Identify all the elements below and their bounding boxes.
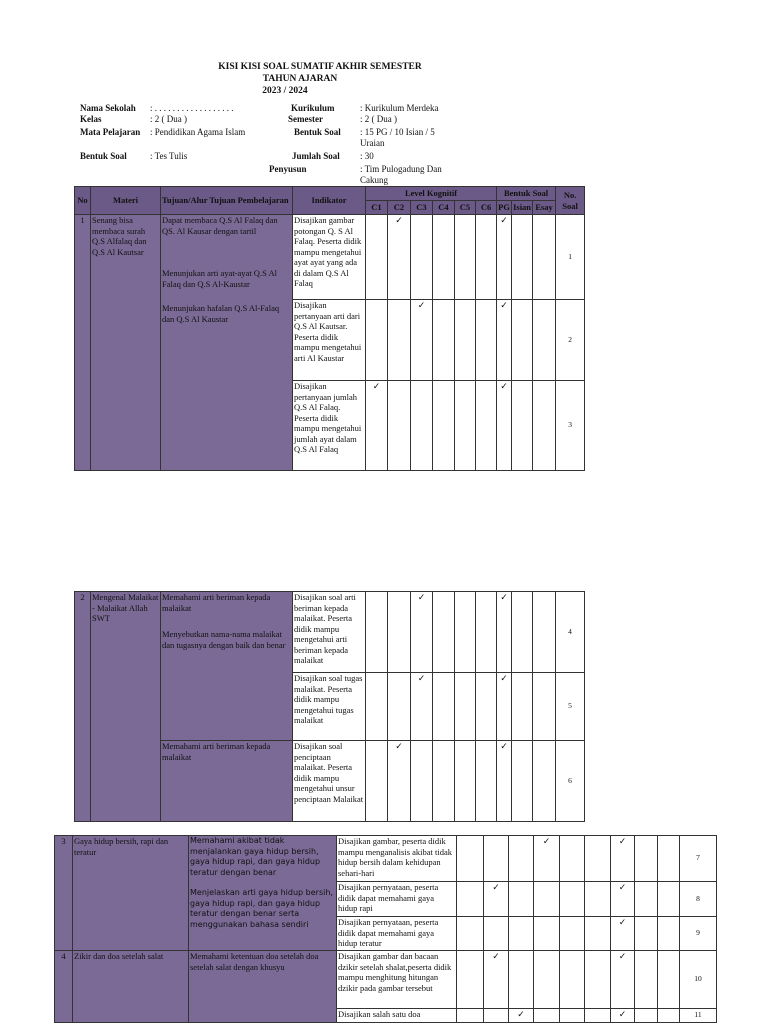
- semester-label: Semester: [288, 114, 323, 124]
- mapel-value: : Pendidikan Agama Islam: [150, 127, 246, 137]
- jumlah-soal-value: : 30: [360, 151, 374, 161]
- check-mark: ✓: [509, 1009, 534, 1023]
- doc-subtitle: TAHUN AJARAN: [262, 74, 338, 84]
- no-soal: 11: [680, 1009, 717, 1023]
- kisi-table-2: [74, 591, 585, 822]
- semester-value: : 2 ( Dua ): [360, 114, 397, 124]
- col-esay: Esay: [533, 201, 556, 215]
- tujuan-item: Memahami akibat tidak menjalankan gaya hidup bersih, gaya hidup rapi, dan gaya hidup teratur dengan benar: [190, 836, 321, 877]
- check-mark: ✓: [534, 836, 560, 882]
- row-materi: Zikir dan doa setelah salat: [73, 951, 189, 1023]
- col-c1: C1: [366, 201, 388, 215]
- col-pg: PG: [497, 201, 512, 215]
- col-c3: C3: [411, 201, 433, 215]
- no-soal: 8: [680, 882, 717, 917]
- check-mark: ✓: [411, 300, 433, 381]
- bentuk-soal-label: Bentuk Soal: [80, 151, 127, 161]
- row-indikator: Disajikan pertanyaan arti dari Q.S Al Kautsar. Peserta didik mampu mengetahui arti Al Kaustar: [293, 300, 366, 381]
- col-level-kognitif: Level Kognitif: [366, 187, 497, 201]
- row-no: 1: [75, 215, 91, 471]
- no-soal: 6: [556, 741, 585, 822]
- check-mark: ✓: [611, 917, 635, 951]
- mapel-label: Mata Pelajaran: [80, 127, 141, 137]
- tujuan-item: Menunjukan arti ayat-ayat Q.S Al Falaq dan Q.S Al-Kaustar: [162, 268, 277, 289]
- check-mark: ✓: [497, 592, 512, 673]
- check-mark: ✓: [497, 673, 512, 741]
- check-mark: ✓: [497, 741, 512, 822]
- penyusun-label: Penyusun: [269, 164, 307, 174]
- check-mark: ✓: [497, 215, 512, 300]
- row-indikator: Disajikan salah satu doa: [337, 1009, 457, 1023]
- col-isian: Isian: [512, 201, 533, 215]
- check-mark: ✓: [366, 381, 388, 471]
- row-materi: Mengenal Malaikat - Malaikat Allah SWT: [91, 592, 161, 822]
- jumlah-soal-label: Jumlah Soal: [292, 151, 340, 161]
- col-materi: Materi: [91, 187, 161, 215]
- check-mark: ✓: [484, 882, 509, 917]
- row-tujuan: Memahami arti beriman kepada malaikat: [161, 741, 293, 822]
- row-no: 4: [55, 951, 73, 1023]
- tujuan-item: Menjelaskan arti gaya hidup bersih, gaya hidup rapi, dan gaya hidup teratur dengan benar serta menggunakan bahasa sendiri: [190, 888, 333, 929]
- kelas-value: : 2 ( Dua ): [150, 114, 187, 124]
- check-mark: ✓: [411, 592, 433, 673]
- col-bentuk-soal: Bentuk Soal: [497, 187, 556, 201]
- penyusun-value2: Cakung: [360, 175, 388, 185]
- row-tujuan: [161, 592, 293, 741]
- row-indikator: Disajikan gambar potongan Q. S Al Falaq. Peserta didik mampu mengetahui ayat ayat yang ada di dalam Q.S Al Falaq: [293, 215, 366, 300]
- tujuan-item: Memahami arti beriman kepada malaikat: [162, 592, 271, 613]
- row-tujuan: [161, 215, 293, 471]
- row-materi: Gaya hidup bersih, rapi dan teratur: [73, 836, 189, 951]
- no-soal: 3: [556, 381, 585, 471]
- check-mark: ✓: [611, 951, 635, 1009]
- kurikulum-value: : Kurikulum Merdeka: [360, 103, 439, 113]
- no-soal: 9: [680, 917, 717, 951]
- row-indikator: Disajikan soal penciptaan malaikat. Peserta didik mampu mengetahui unsur penciptaan Malaikat: [293, 741, 366, 822]
- bentuk-soal2-value2: Uraian: [360, 138, 385, 148]
- row-no: 2: [75, 592, 91, 822]
- bentuk-soal2-label: Bentuk Soal: [294, 127, 341, 137]
- table-row: [55, 951, 717, 1009]
- tujuan-item: Menyebutkan nama-nama malaikat dan tugasnya dengan baik dan benar: [162, 629, 286, 650]
- table-row: [55, 836, 717, 882]
- row-tujuan: Memahami ketentuan doa setelah doa setelah salat dengan khusyu: [189, 951, 337, 1023]
- tujuan-item: Dapat membaca Q.S Al Falaq dan QS. Al Kausar dengan tartil: [162, 215, 278, 236]
- doc-title: KISI KISI SOAL SUMATIF AKHIR SEMESTER: [218, 62, 422, 72]
- doc-year: 2023 / 2024: [262, 86, 308, 96]
- col-indikator: Indikator: [293, 187, 366, 215]
- penyusun-value: : Tim Pulogadung Dan: [360, 164, 442, 174]
- table-row: [75, 215, 585, 300]
- col-tujuan: Tujuan/Alur Tujuan Pembelajaran: [161, 187, 293, 215]
- row-indikator: Disajikan pernyataan, peserta didik dapat memahami gaya hidup rapi: [337, 882, 457, 917]
- row-indikator: Disajikan pertanyaan jumlah Q.S Al Falaq. Peserta didik mampu mengetahui jumlah ayat dalam Q.S Al Falaq: [293, 381, 366, 471]
- check-mark: ✓: [388, 741, 411, 822]
- row-materi: Senang bisa membaca surah Q.S Alfalaq dan Q.S Al Kautsar: [91, 215, 161, 471]
- col-no-soal: No. Soal: [556, 187, 585, 215]
- col-c5: C5: [455, 201, 476, 215]
- row-indikator: Disajikan gambar dan bacaan dzikir setelah shalat,peserta didik mampu menghitung hitungan dzikir pada gambar tersebut: [337, 951, 457, 1009]
- table-row: [75, 592, 585, 673]
- check-mark: ✓: [497, 381, 512, 471]
- check-mark: ✓: [484, 951, 509, 1009]
- tujuan-item: Menunjukan hafalan Q.S Al-Falaq dan Q.S Al Kaustar: [162, 303, 280, 324]
- no-soal: 7: [680, 836, 717, 882]
- no-soal: 10: [680, 951, 717, 1009]
- row-indikator: Disajikan soal tugas malaikat. Peserta didik mampu mengetahui tugas malaikat: [293, 673, 366, 741]
- no-soal: 1: [556, 215, 585, 300]
- kisi-table-3: [54, 835, 717, 1023]
- row-tujuan: [189, 836, 337, 951]
- bentuk-soal-value: : Tes Tulis: [150, 151, 188, 161]
- kelas-label: Kelas: [80, 114, 102, 124]
- check-mark: ✓: [411, 673, 433, 741]
- row-indikator: Disajikan soal arti beriman kepada malaikat. Peserta didik mampu mengetahui arti beriman kepada malaikat: [293, 592, 366, 673]
- no-soal: 5: [556, 673, 585, 741]
- no-soal: 2: [556, 300, 585, 381]
- col-c2: C2: [388, 201, 411, 215]
- check-mark: ✓: [497, 300, 512, 381]
- kurikulum-label: Kurikulum: [291, 103, 335, 113]
- no-soal: 4: [556, 592, 585, 673]
- row-no: 3: [55, 836, 73, 951]
- check-mark: ✓: [611, 1009, 635, 1023]
- check-mark: ✓: [611, 836, 635, 882]
- row-indikator: Disajikan gambar, peserta didik mampu menganalisis akibat tidak hidup bersih dalam kehidupan sehari-hari: [337, 836, 457, 882]
- col-no: No: [75, 187, 91, 215]
- nama-sekolah-label: Nama Sekolah: [80, 103, 136, 113]
- check-mark: ✓: [611, 882, 635, 917]
- nama-sekolah-value: : . . . . . . . . . . . . . . . . . .: [150, 103, 234, 113]
- col-c6: C6: [476, 201, 497, 215]
- row-indikator: Disajikan pernyataan, peserta didik dapat memahami gaya hidup teratur: [337, 917, 457, 951]
- check-mark: ✓: [388, 215, 411, 300]
- bentuk-soal2-value: : 15 PG / 10 Isian / 5: [360, 127, 435, 137]
- kisi-table-1: [74, 186, 585, 471]
- col-c4: C4: [433, 201, 455, 215]
